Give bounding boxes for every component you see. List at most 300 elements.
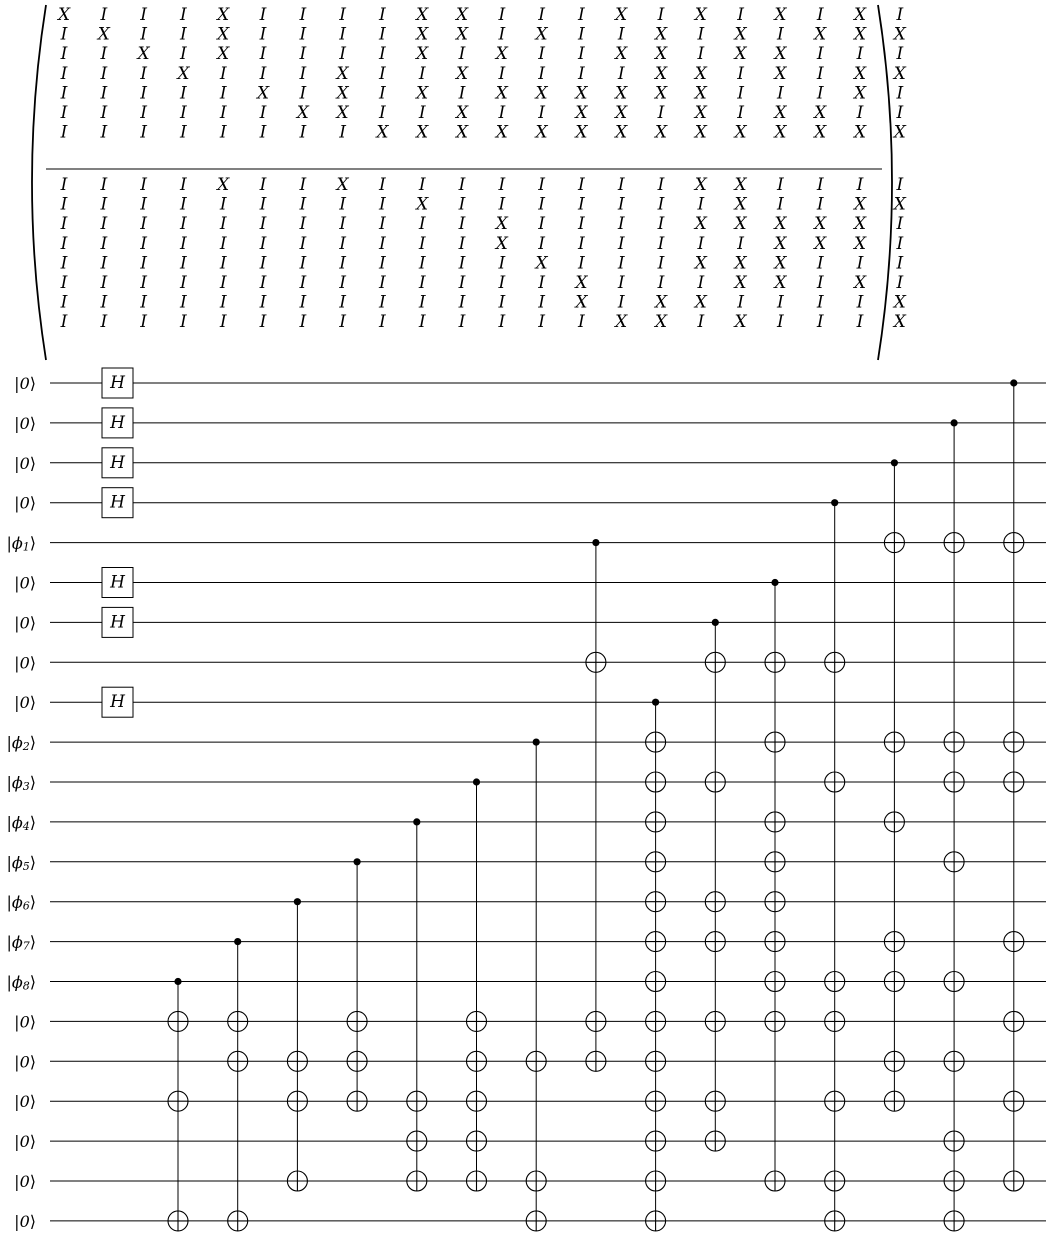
matrix-cell: I bbox=[299, 44, 307, 65]
right-parenthesis bbox=[878, 5, 892, 360]
matrix-cell: I bbox=[60, 194, 68, 215]
control-dot bbox=[533, 739, 540, 746]
matrix-cell: I bbox=[418, 312, 426, 333]
matrix-cell: I bbox=[219, 103, 227, 123]
matrix-cell: X bbox=[217, 44, 230, 65]
control-dot bbox=[473, 778, 480, 785]
matrix-cell: I bbox=[259, 5, 267, 25]
matrix-cell: X bbox=[853, 5, 867, 25]
matrix-cell: I bbox=[379, 194, 386, 215]
matrix-cell: I bbox=[617, 194, 625, 215]
matrix-cell: I bbox=[657, 233, 665, 254]
cnot-column bbox=[586, 539, 606, 1071]
matrix-cell: X bbox=[575, 83, 588, 104]
matrix-cell: I bbox=[777, 194, 784, 215]
matrix-cell: I bbox=[219, 194, 227, 215]
matrix-cell: I bbox=[299, 24, 307, 45]
cnot-target bbox=[168, 1011, 188, 1031]
cnot-target bbox=[944, 732, 964, 752]
matrix-cell: X bbox=[217, 5, 230, 25]
matrix-cell: X bbox=[455, 5, 469, 25]
matrix-cell: I bbox=[180, 175, 187, 195]
cnot-target bbox=[586, 1011, 606, 1031]
matrix-cell: I bbox=[657, 103, 665, 123]
matrix-cell: X bbox=[376, 122, 389, 143]
cnot-target bbox=[646, 772, 666, 792]
matrix-cell: X bbox=[853, 63, 867, 84]
matrix-cell: I bbox=[100, 194, 108, 215]
matrix-cell: X bbox=[575, 273, 588, 293]
wire-label: $|\phi_5⟩$ bbox=[6, 852, 36, 873]
matrix-cell: I bbox=[737, 233, 744, 254]
matrix-cell: I bbox=[100, 253, 108, 274]
matrix-cell: I bbox=[458, 175, 466, 195]
matrix-cell: I bbox=[100, 103, 108, 123]
matrix-cell: I bbox=[180, 44, 187, 65]
matrix-cell: I bbox=[856, 175, 864, 195]
matrix-cell: I bbox=[339, 5, 346, 25]
matrix-cell: I bbox=[379, 253, 386, 274]
matrix-cell: I bbox=[60, 83, 68, 104]
matrix-cell: X bbox=[893, 312, 906, 333]
matrix-cell: I bbox=[219, 312, 227, 333]
matrix-cell: I bbox=[896, 103, 904, 123]
matrix-cell: X bbox=[774, 233, 787, 254]
matrix-cell: X bbox=[654, 24, 668, 45]
cnot-column bbox=[467, 778, 487, 1191]
cnot-target bbox=[825, 972, 845, 992]
matrix-cell: I bbox=[259, 63, 267, 84]
wire-label: $|\phi_6⟩$ bbox=[6, 892, 36, 913]
matrix-cell: I bbox=[578, 253, 585, 274]
cnot-target bbox=[287, 1051, 307, 1071]
matrix-cell: I bbox=[259, 24, 267, 45]
matrix-cell: I bbox=[777, 24, 784, 45]
matrix-cell: I bbox=[777, 292, 784, 313]
matrix-cell: X bbox=[455, 122, 469, 143]
matrix-cell: I bbox=[418, 253, 426, 274]
cnot-target bbox=[884, 972, 904, 992]
stabilizer-matrix bbox=[32, 5, 907, 360]
matrix-cell: I bbox=[896, 5, 904, 25]
matrix-cell: I bbox=[498, 312, 506, 333]
matrix-cell: I bbox=[816, 253, 824, 274]
cnot-target bbox=[347, 1011, 367, 1031]
matrix-cell: I bbox=[180, 5, 187, 25]
matrix-cell: X bbox=[814, 103, 827, 123]
cnot-target bbox=[884, 932, 904, 952]
matrix-cell: I bbox=[100, 5, 108, 25]
cnot-target bbox=[944, 1131, 964, 1151]
matrix-cell: X bbox=[97, 24, 110, 45]
matrix-cell: I bbox=[617, 292, 625, 313]
matrix-cell: X bbox=[853, 83, 867, 104]
matrix-cell: I bbox=[896, 44, 904, 65]
cnot-target bbox=[944, 1211, 964, 1231]
matrix-cell: I bbox=[697, 44, 705, 65]
matrix-cell: X bbox=[814, 214, 827, 235]
cnot-target bbox=[705, 1011, 725, 1031]
matrix-cell: I bbox=[816, 83, 824, 104]
cnot-target bbox=[884, 1051, 904, 1071]
cnot-target bbox=[407, 1091, 427, 1111]
matrix-cell: I bbox=[299, 312, 307, 333]
matrix-cell: I bbox=[379, 292, 386, 313]
matrix-cell: X bbox=[814, 24, 827, 45]
matrix-cell: I bbox=[737, 292, 744, 313]
matrix-cell: I bbox=[578, 233, 585, 254]
matrix-cell: I bbox=[299, 83, 307, 104]
matrix-cell: X bbox=[416, 194, 429, 215]
cnot-column bbox=[168, 978, 188, 1231]
matrix-cell: I bbox=[100, 312, 108, 333]
matrix-cell: X bbox=[296, 103, 309, 123]
cnot-target bbox=[825, 1211, 845, 1231]
matrix-cell: I bbox=[538, 273, 545, 293]
matrix-cell: I bbox=[538, 312, 545, 333]
matrix-cell: I bbox=[538, 63, 545, 84]
matrix-cell: I bbox=[617, 273, 625, 293]
cnot-column bbox=[526, 739, 546, 1231]
matrix-cell: X bbox=[455, 103, 469, 123]
matrix-cell: X bbox=[734, 44, 747, 65]
matrix-cell: X bbox=[853, 214, 867, 235]
cnot-target bbox=[467, 1011, 487, 1031]
wire-label: $|\phi_8⟩$ bbox=[6, 972, 36, 992]
wire-label: |0⟩ bbox=[14, 413, 36, 433]
wire-label: |0⟩ bbox=[14, 1091, 36, 1111]
matrix-cell: I bbox=[458, 83, 466, 104]
matrix-cell: X bbox=[615, 44, 628, 65]
cnot-target bbox=[646, 972, 666, 992]
matrix-cell: I bbox=[299, 194, 307, 215]
matrix-cell: I bbox=[339, 44, 346, 65]
matrix-cell: X bbox=[814, 233, 827, 254]
matrix-cell: X bbox=[694, 5, 707, 25]
matrix-cell: I bbox=[299, 214, 307, 235]
matrix-cell: X bbox=[615, 5, 628, 25]
matrix-cell: I bbox=[140, 312, 147, 333]
wire-label: |0⟩ bbox=[14, 373, 36, 393]
matrix-cell: I bbox=[498, 63, 506, 84]
matrix-cell: X bbox=[654, 44, 668, 65]
matrix-cell: I bbox=[299, 63, 307, 84]
matrix-cell: I bbox=[538, 103, 545, 123]
matrix-cell: I bbox=[657, 175, 665, 195]
matrix-cell: X bbox=[455, 24, 469, 45]
matrix-cell: I bbox=[60, 253, 68, 274]
cnot-target bbox=[467, 1091, 487, 1111]
wire-label: |0⟩ bbox=[14, 493, 36, 513]
wire-label: |0⟩ bbox=[14, 1171, 36, 1191]
matrix-cell: X bbox=[455, 63, 469, 84]
cnot-column bbox=[347, 858, 367, 1111]
matrix-cell: I bbox=[100, 44, 108, 65]
matrix-cell: I bbox=[538, 5, 545, 25]
matrix-cell: X bbox=[774, 273, 787, 293]
matrix-cell: X bbox=[137, 44, 150, 65]
matrix-cell: X bbox=[575, 103, 588, 123]
matrix-cell: I bbox=[60, 312, 68, 333]
matrix-cell: X bbox=[535, 83, 548, 104]
cnot-target bbox=[646, 852, 666, 872]
matrix-cell: I bbox=[100, 63, 108, 84]
matrix-cell: I bbox=[856, 103, 864, 123]
matrix-cell: I bbox=[458, 292, 466, 313]
matrix-cell: I bbox=[100, 122, 108, 143]
control-dot bbox=[174, 978, 181, 985]
quantum-circuit bbox=[6, 368, 1046, 1231]
cnot-target bbox=[526, 1171, 546, 1191]
matrix-cell: I bbox=[140, 63, 147, 84]
matrix-cell: I bbox=[219, 292, 227, 313]
matrix-cell: I bbox=[578, 5, 585, 25]
wire-label: |0⟩ bbox=[14, 652, 36, 672]
cnot-target bbox=[944, 1051, 964, 1071]
matrix-cell: I bbox=[896, 214, 904, 235]
matrix-cell: I bbox=[856, 312, 864, 333]
hadamard-gate bbox=[102, 488, 133, 518]
matrix-cell: I bbox=[180, 233, 187, 254]
cnot-target bbox=[705, 932, 725, 952]
matrix-cell: I bbox=[379, 44, 386, 65]
cnot-column bbox=[944, 419, 964, 1231]
cnot-target bbox=[944, 533, 964, 553]
matrix-cell: I bbox=[418, 273, 426, 293]
matrix-cell: I bbox=[339, 233, 346, 254]
matrix-cell: I bbox=[379, 175, 386, 195]
cnot-target bbox=[765, 652, 785, 672]
matrix-cell: I bbox=[538, 175, 545, 195]
matrix-cell: I bbox=[60, 24, 68, 45]
cnot-target bbox=[646, 1131, 666, 1151]
control-dot bbox=[652, 699, 659, 706]
matrix-cell: I bbox=[737, 63, 744, 84]
matrix-cell: I bbox=[617, 214, 625, 235]
wire-label: |0⟩ bbox=[14, 1211, 36, 1231]
matrix-cell: I bbox=[180, 24, 187, 45]
matrix-cell: X bbox=[654, 63, 668, 84]
hadamard-label: H bbox=[110, 692, 125, 713]
matrix-cell: X bbox=[575, 292, 588, 313]
cnot-target bbox=[646, 1011, 666, 1031]
hadamard-label: H bbox=[110, 572, 125, 593]
matrix-cell: X bbox=[734, 312, 747, 333]
matrix-cell: I bbox=[816, 312, 824, 333]
cnot-target bbox=[586, 1051, 606, 1071]
cnot-target bbox=[884, 533, 904, 553]
matrix-cell: I bbox=[60, 103, 68, 123]
cnot-target bbox=[765, 892, 785, 912]
matrix-cell: I bbox=[180, 194, 187, 215]
matrix-cell: I bbox=[737, 83, 744, 104]
matrix-cell: I bbox=[60, 214, 68, 235]
matrix-cell: I bbox=[219, 122, 227, 143]
matrix-cell: I bbox=[140, 175, 147, 195]
matrix-cell: I bbox=[180, 103, 187, 123]
matrix-cell: I bbox=[219, 63, 227, 84]
cnot-target bbox=[467, 1051, 487, 1071]
cnot-column bbox=[407, 818, 427, 1191]
cnot-target bbox=[646, 1051, 666, 1071]
matrix-cell: I bbox=[60, 233, 68, 254]
matrix-cell: I bbox=[60, 122, 68, 143]
control-dot bbox=[891, 459, 898, 466]
matrix-cell: I bbox=[259, 194, 267, 215]
hadamard-gate bbox=[102, 368, 133, 398]
control-dot bbox=[592, 539, 599, 546]
cnot-target bbox=[944, 972, 964, 992]
cnot-target bbox=[228, 1011, 248, 1031]
matrix-cell: X bbox=[336, 63, 349, 84]
matrix-cell: X bbox=[694, 175, 707, 195]
matrix-cell: X bbox=[416, 44, 429, 65]
matrix-cell: I bbox=[578, 194, 585, 215]
hadamard-label: H bbox=[110, 373, 125, 393]
cnot-target bbox=[646, 932, 666, 952]
wire-label: |0⟩ bbox=[14, 612, 36, 632]
cnot-target bbox=[347, 1051, 367, 1071]
matrix-cell: X bbox=[694, 103, 707, 123]
matrix-cell: I bbox=[578, 214, 585, 235]
matrix-cell: I bbox=[538, 214, 545, 235]
cnot-target bbox=[944, 852, 964, 872]
matrix-cell: X bbox=[893, 24, 906, 45]
matrix-cell: X bbox=[853, 273, 867, 293]
wire-label: |0⟩ bbox=[14, 1051, 36, 1071]
matrix-cell: X bbox=[893, 194, 906, 215]
matrix-cell: X bbox=[734, 175, 747, 195]
matrix-cell: X bbox=[734, 122, 747, 143]
matrix-cell: I bbox=[578, 44, 585, 65]
matrix-cell: I bbox=[259, 175, 267, 195]
matrix-cell: I bbox=[299, 5, 307, 25]
matrix-cell: I bbox=[339, 122, 346, 143]
matrix-cell: X bbox=[177, 63, 190, 84]
matrix-cell: I bbox=[617, 253, 625, 274]
matrix-cell: I bbox=[140, 83, 147, 104]
hadamard-gate bbox=[102, 687, 133, 717]
cnot-target bbox=[1004, 1091, 1024, 1111]
cnot-target bbox=[1004, 533, 1024, 553]
matrix-cell: I bbox=[538, 44, 545, 65]
matrix-cell: I bbox=[777, 83, 784, 104]
matrix-cell: I bbox=[458, 253, 466, 274]
cnot-target bbox=[765, 732, 785, 752]
control-dot bbox=[951, 419, 958, 426]
matrix-cell: X bbox=[893, 122, 906, 143]
matrix-cell: X bbox=[615, 83, 628, 104]
matrix-cell: I bbox=[816, 63, 824, 84]
cnot-target bbox=[825, 1091, 845, 1111]
cnot-column bbox=[646, 699, 666, 1231]
matrix-cell: I bbox=[379, 24, 386, 45]
matrix-cell: X bbox=[217, 24, 230, 45]
cnot-target bbox=[705, 772, 725, 792]
cnot-target bbox=[586, 652, 606, 672]
matrix-cell: I bbox=[737, 103, 744, 123]
matrix-cell: I bbox=[180, 292, 187, 313]
matrix-cell: I bbox=[418, 233, 426, 254]
control-dot bbox=[234, 938, 241, 945]
cnot-target bbox=[526, 1051, 546, 1071]
matrix-cell: I bbox=[219, 83, 227, 104]
matrix-cell: X bbox=[774, 63, 787, 84]
matrix-cell: I bbox=[259, 253, 267, 274]
matrix-cell: X bbox=[853, 194, 867, 215]
matrix-cell: I bbox=[140, 233, 147, 254]
matrix-cell: I bbox=[538, 194, 545, 215]
cnot-target bbox=[526, 1211, 546, 1231]
matrix-cell: X bbox=[774, 44, 787, 65]
matrix-cell: I bbox=[339, 273, 346, 293]
matrix-cell: X bbox=[853, 24, 867, 45]
cnot-target bbox=[1004, 732, 1024, 752]
matrix-cell: I bbox=[816, 44, 824, 65]
matrix-cell: I bbox=[140, 194, 147, 215]
matrix-cell: I bbox=[339, 24, 346, 45]
matrix-cell: I bbox=[100, 233, 108, 254]
matrix-cell: I bbox=[180, 253, 187, 274]
matrix-cell: X bbox=[654, 292, 668, 313]
matrix-cell: I bbox=[180, 214, 187, 235]
matrix-cell: I bbox=[418, 175, 426, 195]
matrix-cell: I bbox=[418, 63, 426, 84]
control-dot bbox=[771, 579, 778, 586]
matrix-cell: I bbox=[299, 175, 307, 195]
matrix-cell: I bbox=[896, 233, 904, 254]
matrix-cell: I bbox=[299, 253, 307, 274]
matrix-cell: I bbox=[140, 24, 147, 45]
matrix-cell: I bbox=[617, 24, 625, 45]
matrix-cell: I bbox=[538, 292, 545, 313]
matrix-cell: X bbox=[495, 233, 508, 254]
cnot-target bbox=[1004, 932, 1024, 952]
cnot-target bbox=[467, 1171, 487, 1191]
cnot-target bbox=[825, 1171, 845, 1191]
matrix-cell: I bbox=[498, 253, 506, 274]
cnot-target bbox=[287, 1171, 307, 1191]
matrix-cell: I bbox=[896, 175, 904, 195]
matrix-cell: I bbox=[299, 233, 307, 254]
matrix-cell: I bbox=[299, 273, 307, 293]
matrix-cell: X bbox=[734, 273, 747, 293]
cnot-target bbox=[646, 892, 666, 912]
control-dot bbox=[413, 818, 420, 825]
cnot-target bbox=[168, 1211, 188, 1231]
matrix-cell: I bbox=[60, 63, 68, 84]
cnot-target bbox=[765, 852, 785, 872]
matrix-cell: I bbox=[259, 103, 267, 123]
matrix-cell: X bbox=[774, 214, 787, 235]
matrix-cell: I bbox=[259, 312, 267, 333]
matrix-cell: X bbox=[893, 292, 906, 313]
cnot-target bbox=[1004, 1011, 1024, 1031]
matrix-cell: X bbox=[774, 122, 787, 143]
cnot-target bbox=[1004, 1171, 1024, 1191]
matrix-cell: I bbox=[697, 194, 705, 215]
cnot-column bbox=[884, 459, 904, 1111]
matrix-cell: I bbox=[458, 273, 466, 293]
matrix-cell: I bbox=[498, 5, 506, 25]
matrix-cell: I bbox=[856, 253, 864, 274]
hadamard-gate bbox=[102, 607, 133, 637]
matrix-cell: I bbox=[657, 194, 665, 215]
cnot-target bbox=[944, 1171, 964, 1191]
cnot-target bbox=[228, 1211, 248, 1231]
cnot-target bbox=[646, 812, 666, 832]
matrix-cell: X bbox=[654, 83, 668, 104]
